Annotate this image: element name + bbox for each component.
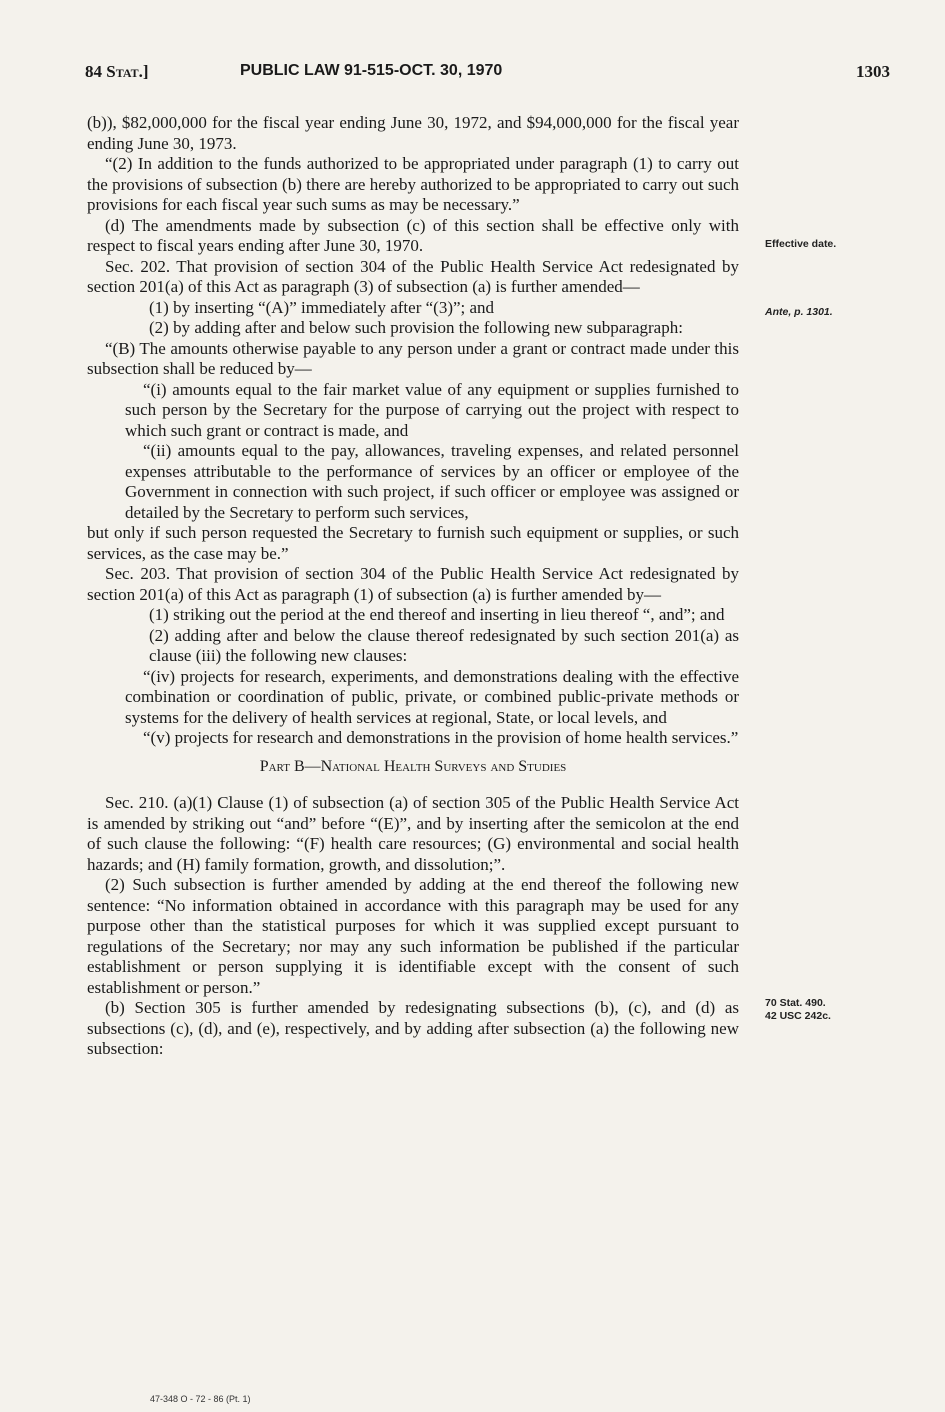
margin-note-effective-date: Effective date.: [765, 238, 837, 250]
stat-citation: 84 Stat.]: [85, 62, 149, 81]
law-title: PUBLIC LAW 91-515-OCT. 30, 1970: [240, 62, 503, 79]
paragraph: “(2) In addition to the funds authorized to be appropriated under paragraph (1) to carry out the provisions of subsection (b) there are hereby authorized to be appropriated to carry out such provisions for each fiscal year such sums as may be necessary.”: [87, 154, 739, 214]
margin-note-usc: 42 USC 242c.: [765, 1010, 831, 1022]
section-202: Sec. 202. That provision of section 304 of the Public Health Service Act redesignated by section 201(a) of this Act as paragraph (3) of subsection (a) is further amended—: [87, 256, 739, 296]
part-heading: Part B—National Health Surveys and Studies: [259, 757, 567, 775]
paragraph: (1) by inserting “(A)” immediately after “(3)”; and: [149, 297, 495, 317]
clause: “(iv) projects for research, experiments, and demonstrations dealing with the effective combination or coordination of public, private, or combined public-private methods or systems for the delivery of health services at regional, State, or local levels, and: [125, 666, 739, 727]
section-210: Sec. 210. (a)(1) Clause (1) of subsection (a) of section 305 of the Public Health Service Act is amended by striking out “and” before “(E)”, and by inserting after the semicolon at the end of such clause the following: “(F) health care resources; (G) environmental and social health hazards; and (H) family formation, growth, and dissolution;”.: [87, 793, 739, 874]
paragraph: (1) striking out the period at the end thereof and inserting in lieu thereof “, and”; and: [149, 605, 725, 624]
margin-note-stat: 70 Stat. 490.: [765, 997, 826, 1009]
page-header: [85, 62, 890, 84]
paragraph: but only if such person requested the Secretary to furnish such equipment or supplies, or such services, as the case may be.”: [87, 523, 739, 563]
paragraph: (2) by adding after and below such provision the following new subparagraph:: [149, 318, 683, 337]
margin-note-ante: Ante, p. 1301.: [765, 306, 833, 318]
page-number: 1303: [856, 62, 890, 81]
paragraph: (b) Section 305 is further amended by redesignating subsections (b), (c), and (d) as subsections (c), (d), and (e), respectively, and by adding after subsection (a) the following new subsection:: [87, 998, 739, 1058]
printer-footer: 47-348 O - 72 - 86 (Pt. 1): [150, 1394, 251, 1404]
paragraph: (d) The amendments made by subsection (c) of this section shall be effective only with respect to fiscal years ending after June 30, 1970.: [87, 215, 739, 255]
paragraph: (2) adding after and below the clause thereof redesignated by such section 201(a) as clause (iii) the following new clauses:: [149, 625, 739, 665]
clause: “(ii) amounts equal to the pay, allowances, traveling expenses, and related personnel expenses attributable to the performance of services by an officer or employee of the Government in connection with such project, if such officer or employee was assigned or detailed by the Secretary to perform such services,: [125, 441, 739, 522]
clause: “(v) projects for research and demonstrations in the provision of home health services.”: [143, 728, 739, 747]
section-203: Sec. 203. That provision of section 304 of the Public Health Service Act redesignated by section 201(a) of this Act as paragraph (1) of subsection (a) is further amended by—: [87, 564, 739, 604]
paragraph: (b)), $82,000,000 for the fiscal year ending June 30, 1972, and $94,000,000 for the fiscal year ending June 30, 1973.: [87, 113, 739, 153]
paragraph: “(B) The amounts otherwise payable to any person under a grant or contract made under this subsection shall be reduced by—: [87, 338, 739, 378]
paragraph: (2) Such subsection is further amended by adding at the end thereof the following new sentence: “No information obtained in accordance with this paragraph may be used for any purpose other than the statistical purposes for which it was supplied except pursuant to regulations of the Secretary; nor may any such information be published if the particular establishment or person supplying it is identifiable except with the consent of such establishment or person.”: [87, 875, 739, 997]
body-text: [87, 113, 739, 1060]
clause: “(i) amounts equal to the fair market value of any equipment or supplies furnished to such person by the Secretary for the purpose of carrying out the project with respect to which such grant or contract is made, and: [125, 379, 739, 440]
